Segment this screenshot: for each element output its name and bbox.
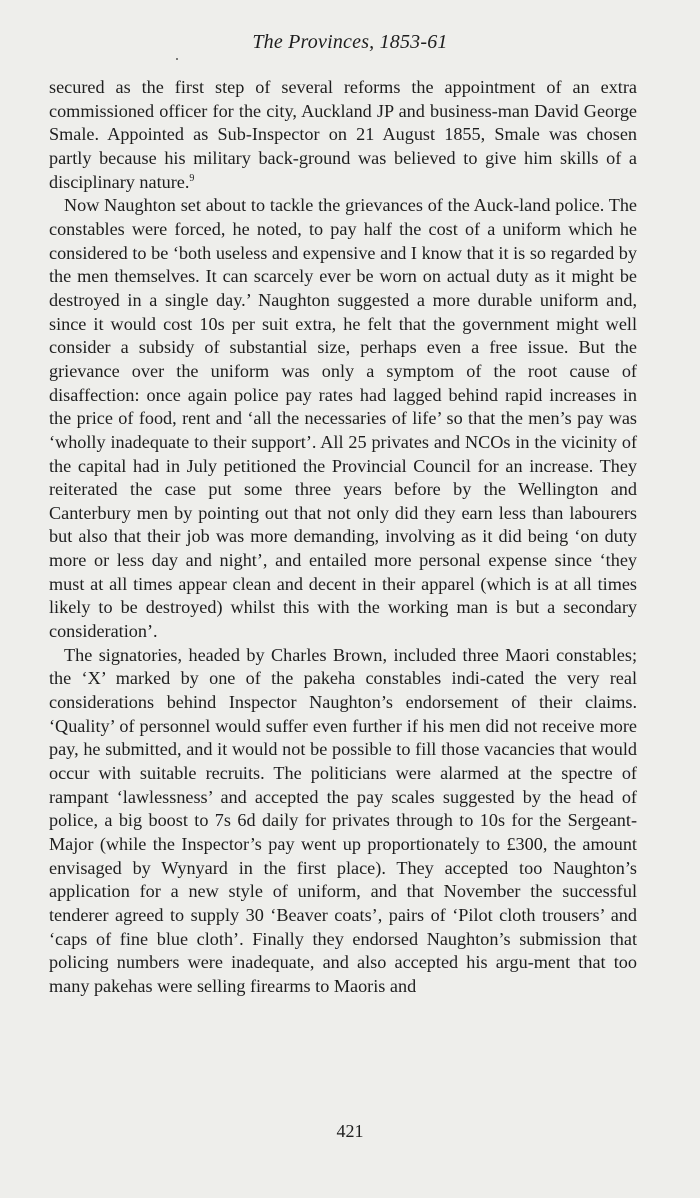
paragraph-3-text: The signatories, headed by Charles Brown, included three Maori constables; the ‘X’ marked by one of the pakeha constables indi-cated the very real considerations behind Inspector Naughton’s endorsement of their claims. ‘Quality’ of personnel would suffer even further if his men did not receive more pay, he submitted, and it would not be possible to fill those vacancies that would occur with suitable recruits. The politicians were alarmed at the spectre of rampant ‘lawlessness’ and accepted the pay scales suggested by the head of police, a big boost to 7s 6d daily for privates through to 10s for the Sergeant-Major (while the Inspector’s pay went up proportionately to £300, the amount envisaged by Wynyard in the first place). They accepted too Naughton’s application for a new style of uniform, and that November the successful tenderer agreed to supply 30 ‘Beaver coats’, pairs of ‘Pilot cloth trousers’ and ‘caps of fine blue cloth’. Finally they endorsed Naughton’s submission that policing numbers were inadequate, and also accepted his argu-ment that too many pakehas were selling firearms to Maoris and: [49, 644, 637, 996]
running-head-title: The Provinces, 1853-61: [252, 31, 448, 53]
print-speck: [176, 58, 178, 60]
paragraph-3: [49, 644, 637, 999]
paragraph-2-text: Now Naughton set about to tackle the grievances of the Auck-land police. The constables were forced, he noted, to pay half the cost of a uniform which he considered to be ‘both useless and expensive and I know that it is so regarded by the men themselves. It can scarcely ever be worn on actual duty as it might be destroyed in a single day.’ Naughton suggested a more durable uniform and, since it would cost 10s per suit extra, he felt that the government might well consider a subsidy of substantial size, perhaps even a free issue. But the grievance over the uniform was only a symptom of the root cause of disaffection: once again police pay rates had lagged behind rapid increases in the price of food, rent and ‘all the necessaries of life’ so that the men’s pay was ‘wholly inadequate to their support’. All 25 privates and NCOs in the vicinity of the capital had in July petitioned the Provincial Council for an increase. They reiterated the case put some three years before by the Wellington and Canterbury men by pointing out that not only did they earn less than labourers but also that their job was more demanding, involving as it did being ‘on duty more or less day and night’, and entailed more personal expense since ‘they must at all times appear clean and decent in their apparel (which is at all times likely to be destroyed) whilst this with the working man is but a secondary consideration’.: [49, 195, 637, 642]
running-head: [0, 31, 700, 54]
page-number: 421: [336, 1121, 364, 1141]
body-text: [49, 76, 637, 999]
paragraph-2: [49, 194, 637, 643]
paragraph-1-text: secured as the first step of several reforms the appointment of an extra commissioned officer for the city, Auckland JP and business-man David George Smale. Appointed as Sub-Inspector on 21 August 1855, Smale was chosen partly because his military back-ground was believed to give him skills of a disciplinary nature.: [49, 77, 637, 192]
footnote-marker-9: 9: [189, 172, 195, 184]
paragraph-1: [49, 76, 637, 194]
